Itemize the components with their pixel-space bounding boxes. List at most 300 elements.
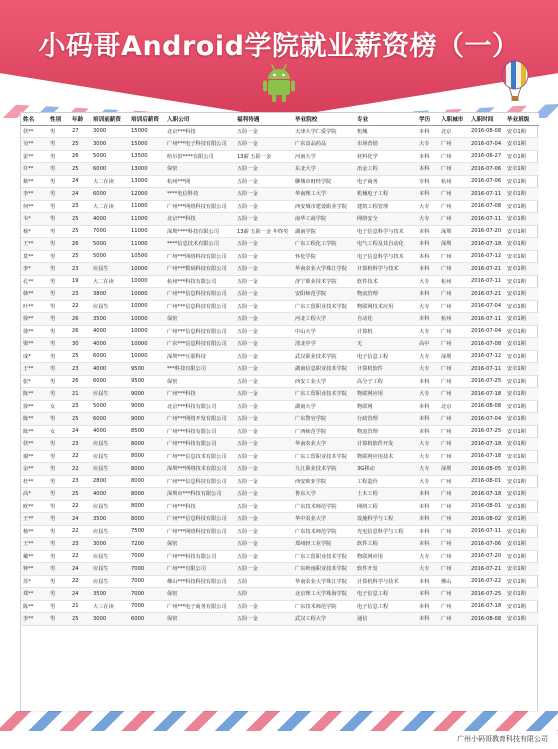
cell-benefits: 五险一金 — [235, 550, 293, 563]
cell-pre-salary: 大三在读 — [91, 600, 129, 613]
cell-benefits: 五险一金 — [235, 388, 293, 401]
cell-post-salary: 8000 — [129, 500, 165, 513]
cell-age: 23 — [70, 438, 91, 451]
cell-benefits: 五险一金 — [235, 188, 293, 201]
cell-start-date: 2016-08-02 — [469, 513, 505, 526]
cell-gender: 男 — [48, 125, 70, 138]
cell-major: 机械电子工程 — [355, 188, 417, 201]
cell-start-date: 2016-07-11 — [469, 363, 505, 376]
cell-school: 广东工程化工学院 — [293, 238, 355, 251]
cell-education: 本科 — [417, 488, 439, 501]
cell-school: 广西师范学院 — [293, 425, 355, 438]
cell-benefits: 五险一金 — [235, 413, 293, 426]
cell-education: 高中 — [417, 338, 439, 351]
cell-major: 计算机 — [355, 325, 417, 338]
cell-company: 广州***网络开发有限公司 — [165, 413, 235, 426]
cell-class: 安卓1期 — [505, 363, 539, 376]
cell-company: 北京***科技 — [165, 125, 235, 138]
cell-gender: 男 — [48, 538, 70, 551]
cell-name: 谢** — [21, 450, 48, 463]
cell-class: 安卓1期 — [505, 563, 539, 576]
cell-class: 安卓1期 — [505, 413, 539, 426]
cell-class: 安卓1期 — [505, 138, 539, 151]
cell-benefits: 五险一金 — [235, 600, 293, 613]
cell-pre-salary: 大二在读 — [91, 175, 129, 188]
cell-start-date: 2016-08-01 — [469, 500, 505, 513]
cell-class: 安卓1期 — [505, 150, 539, 163]
table-row — [21, 525, 539, 538]
cell-gender: 男 — [48, 200, 70, 213]
cell-city: 广州 — [439, 288, 469, 301]
cell-major: 工程造价 — [355, 475, 417, 488]
cell-company: 杭州***科技有限公司 — [165, 275, 235, 288]
table-row — [21, 288, 539, 301]
cell-city: 广州 — [439, 338, 469, 351]
cell-school: 西安城市建设职业学院 — [293, 200, 355, 213]
cell-education: 大专 — [417, 138, 439, 151]
cell-major: 软件开发 — [355, 563, 417, 576]
cell-gender: 男 — [48, 488, 70, 501]
cell-major: 材料化学 — [355, 150, 417, 163]
cell-education: 大专 — [417, 363, 439, 376]
cell-post-salary: 13000 — [129, 163, 165, 176]
cell-start-date: 2016-08-08 — [469, 400, 505, 413]
cell-major: 物联网 — [355, 400, 417, 413]
cell-class: 安卓1期 — [505, 163, 539, 176]
cell-class: 安卓1期 — [505, 213, 539, 226]
cell-pre-salary: 应届生 — [91, 438, 129, 451]
cell-name: 杨* — [21, 225, 48, 238]
cell-major: 电气工程及其自动化 — [355, 238, 417, 251]
cell-age: 19 — [70, 275, 91, 288]
cell-major: 机械 — [355, 125, 417, 138]
cell-school: 华南农业大学珠江学院 — [293, 575, 355, 588]
cell-age: 23 — [70, 200, 91, 213]
cell-company: 深圳市***科技有限公司 — [165, 488, 235, 501]
cell-major: 电子信息科学与技术 — [355, 250, 417, 263]
cell-post-salary: 6000 — [129, 613, 165, 626]
cell-pre-salary: 3000 — [91, 538, 129, 551]
column-header-benefits: 福利待遇 — [235, 113, 293, 125]
cell-class: 安卓1期 — [505, 350, 539, 363]
cell-age: 23 — [70, 363, 91, 376]
cell-major: 软件工程 — [355, 538, 417, 551]
cell-pre-salary: 5000 — [91, 150, 129, 163]
cell-gender: 男 — [48, 288, 70, 301]
cell-post-salary: 7200 — [129, 538, 165, 551]
cell-name: 杜** — [21, 475, 48, 488]
cell-education: 大专 — [417, 350, 439, 363]
cell-age: 25 — [70, 413, 91, 426]
cell-age: 22 — [70, 550, 91, 563]
cell-post-salary: 10000 — [129, 313, 165, 326]
cell-age: 26 — [70, 325, 91, 338]
cell-education: 本科 — [417, 538, 439, 551]
cell-post-salary: 11000 — [129, 213, 165, 226]
cell-pre-salary: 4000 — [91, 325, 129, 338]
cell-school: 广东技术师范学院 — [293, 525, 355, 538]
cell-school: 清北中学 — [293, 338, 355, 351]
cell-education: 本科 — [417, 288, 439, 301]
cell-post-salary: 10000 — [129, 275, 165, 288]
cell-company: 广东***信息科技有限公司 — [165, 338, 235, 351]
cell-class: 安卓1期 — [505, 250, 539, 263]
cell-city: 广州 — [439, 513, 469, 526]
cell-education: 本科 — [417, 513, 439, 526]
cell-pre-salary: 应届生 — [91, 575, 129, 588]
cell-school: 广东工贸职业技术学院 — [293, 300, 355, 313]
cell-company: 广州***数码科技有限公司 — [165, 263, 235, 276]
cell-education: 本科 — [417, 313, 439, 326]
cell-class: 安卓1期 — [505, 325, 539, 338]
cell-benefits: 五险 — [235, 575, 293, 588]
cell-age: 25 — [70, 488, 91, 501]
cell-city: 广州 — [439, 363, 469, 376]
column-header-class: 毕业班级 — [505, 113, 539, 125]
cell-benefits: 五险一金 — [235, 513, 293, 526]
cell-class: 安卓1期 — [505, 425, 539, 438]
cell-company: 保密 — [165, 588, 235, 601]
cell-pre-salary: 5000 — [91, 250, 129, 263]
table-row — [21, 213, 539, 226]
cell-age: 24 — [70, 513, 91, 526]
cell-pre-salary: 应届生 — [91, 563, 129, 576]
cell-start-date: 2016-07-12 — [469, 250, 505, 263]
table-row — [21, 175, 539, 188]
cell-post-salary: 9000 — [129, 388, 165, 401]
column-header-start-date: 入职时间 — [469, 113, 505, 125]
cell-class: 安卓1期 — [505, 188, 539, 201]
cell-post-salary: 10000 — [129, 338, 165, 351]
cell-gender: 男 — [48, 563, 70, 576]
table-row — [21, 263, 539, 276]
cell-post-salary: 15000 — [129, 125, 165, 138]
cell-post-salary: 8500 — [129, 425, 165, 438]
cell-age: 23 — [70, 288, 91, 301]
cell-start-date: 2016-07-18 — [469, 600, 505, 613]
cell-age: 25 — [70, 163, 91, 176]
cell-class: 安卓1期 — [505, 125, 539, 138]
cell-school: 华南农业大学珠江学院 — [293, 263, 355, 276]
cell-company: 北京***科技有限公司 — [165, 400, 235, 413]
cell-major: 计算机软件 — [355, 363, 417, 376]
cell-education: 大专 — [417, 438, 439, 451]
cell-pre-salary: 应届生 — [91, 550, 129, 563]
cell-school: 鲁东大学 — [293, 488, 355, 501]
cell-school: 南华工商学院 — [293, 213, 355, 226]
cell-company: 广州***信息科技有限公司 — [165, 300, 235, 313]
cell-company: 深圳***互联科技 — [165, 350, 235, 363]
table-row — [21, 138, 539, 151]
cell-name: 侯** — [21, 438, 48, 451]
cell-major: 物联网技术应用 — [355, 300, 417, 313]
table-row — [21, 338, 539, 351]
cell-school: 广东技术师范学院 — [293, 500, 355, 513]
cell-start-date: 2016-08-01 — [469, 475, 505, 488]
cell-education: 本科 — [417, 150, 439, 163]
cell-start-date: 2016-07-11 — [469, 188, 505, 201]
column-header-education: 学历 — [417, 113, 439, 125]
table-row — [21, 300, 539, 313]
cell-pre-salary: 3000 — [91, 125, 129, 138]
cell-major: 电子商务 — [355, 175, 417, 188]
cell-major: 物流管理 — [355, 425, 417, 438]
cell-class: 安卓1期 — [505, 575, 539, 588]
cell-name: 蔡** — [21, 175, 48, 188]
cell-age: 25 — [70, 250, 91, 263]
cell-company: 深圳***网络技术有限公司 — [165, 463, 235, 476]
cell-education: 本科 — [417, 500, 439, 513]
cell-class: 安卓1期 — [505, 375, 539, 388]
cell-benefits: 五险一金 — [235, 263, 293, 276]
cell-school: 湖南信息职业技术学院 — [293, 363, 355, 376]
cell-pre-salary: 3500 — [91, 588, 129, 601]
cell-age: 26 — [70, 238, 91, 251]
cell-post-salary: 11000 — [129, 225, 165, 238]
cell-age: 24 — [70, 175, 91, 188]
cell-start-date: 2016-07-25 — [469, 375, 505, 388]
cell-pre-salary: 6000 — [91, 163, 129, 176]
cell-school: 广东技术师范学院 — [293, 600, 355, 613]
cell-education: 大专 — [417, 563, 439, 576]
cell-name: 王** — [21, 238, 48, 251]
cell-class: 安卓1期 — [505, 450, 539, 463]
cell-post-salary: 8000 — [129, 488, 165, 501]
hot-air-balloon-icon — [499, 60, 531, 106]
cell-benefits: 五险一金 — [235, 525, 293, 538]
cell-start-date: 2016-07-06 — [469, 538, 505, 551]
cell-age: 26 — [70, 375, 91, 388]
cell-pre-salary: 3800 — [91, 288, 129, 301]
cell-city: 广州 — [439, 500, 469, 513]
cell-school: 广东警官学院 — [293, 413, 355, 426]
cell-company: 广州***信息科技有限公司 — [165, 325, 235, 338]
cell-age: 23 — [70, 400, 91, 413]
cell-gender: 男 — [48, 413, 70, 426]
cell-city: 广州 — [439, 438, 469, 451]
cell-class: 安卓1期 — [505, 400, 539, 413]
cell-pre-salary: 4000 — [91, 213, 129, 226]
table-row — [21, 588, 539, 601]
table-row — [21, 250, 539, 263]
cell-class: 安卓1期 — [505, 475, 539, 488]
cell-name: 李** — [21, 188, 48, 201]
cell-gender: 男 — [48, 338, 70, 351]
cell-city: 广州 — [439, 600, 469, 613]
cell-major: 冶金工程 — [355, 163, 417, 176]
cell-school: 湖南大学 — [293, 400, 355, 413]
cell-city: 广州 — [439, 300, 469, 313]
cell-pre-salary: 6000 — [91, 375, 129, 388]
cell-education: 大专 — [417, 300, 439, 313]
cell-major: 光电信息科学与工程 — [355, 525, 417, 538]
cell-school: 中山大学 — [293, 325, 355, 338]
cell-start-date: 2016-07-18 — [469, 438, 505, 451]
cell-post-salary: 13000 — [129, 175, 165, 188]
cell-education: 本科 — [417, 375, 439, 388]
cell-class: 安卓1期 — [505, 538, 539, 551]
cell-name: 苏* — [21, 575, 48, 588]
cell-company: 广州***科技 — [165, 388, 235, 401]
cell-pre-salary: 6000 — [91, 188, 129, 201]
salary-table — [21, 113, 539, 626]
cell-start-date: 2016-08-08 — [469, 125, 505, 138]
cell-city: 广州 — [439, 263, 469, 276]
cell-city: 深圳 — [439, 350, 469, 363]
cell-city: 广州 — [439, 538, 469, 551]
cell-gender: 男 — [48, 138, 70, 151]
table-row — [21, 550, 539, 563]
cell-class: 安卓1期 — [505, 300, 539, 313]
column-header-age: 年龄 — [70, 113, 91, 125]
cell-age: 22 — [70, 463, 91, 476]
cell-age: 26 — [70, 313, 91, 326]
page-title: 小码哥Android学院就业薪资榜（一） — [38, 31, 520, 62]
cell-name: 王** — [21, 513, 48, 526]
cell-city: 广州 — [439, 425, 469, 438]
cell-name: 余** — [21, 463, 48, 476]
cell-school: 广东工贸职业技术学院 — [293, 450, 355, 463]
cell-company: 广州***网络科技有限公司 — [165, 525, 235, 538]
cell-gender: 男 — [48, 275, 70, 288]
cell-education: 大专 — [417, 450, 439, 463]
cell-start-date: 2016-07-18 — [469, 388, 505, 401]
cell-start-date: 2016-07-06 — [469, 175, 505, 188]
cell-education: 本科 — [417, 413, 439, 426]
cell-benefits: 五险一金 — [235, 500, 293, 513]
cell-gender: 男 — [48, 388, 70, 401]
cell-major: 计算机科学与技术 — [355, 575, 417, 588]
android-robot-icon — [262, 62, 296, 104]
cell-post-salary: 15000 — [129, 138, 165, 151]
cell-company: 广州***信息科技有限公司 — [165, 475, 235, 488]
cell-gender: 男 — [48, 225, 70, 238]
cell-name: 王** — [21, 538, 48, 551]
cell-education: 大专 — [417, 213, 439, 226]
cell-name: 李** — [21, 613, 48, 626]
cell-gender: 男 — [48, 363, 70, 376]
cell-major: 高分子工程 — [355, 375, 417, 388]
cell-class: 安卓1期 — [505, 513, 539, 526]
cell-gender: 男 — [48, 550, 70, 563]
cell-education: 本科 — [417, 125, 439, 138]
cell-company: 保密 — [165, 613, 235, 626]
cell-school: 广东工贸职业技术学院 — [293, 388, 355, 401]
cell-benefits: 五险一金 — [235, 250, 293, 263]
cell-start-date: 2016-07-21 — [469, 263, 505, 276]
table-row — [21, 313, 539, 326]
cell-post-salary: 10000 — [129, 325, 165, 338]
cell-age: 22 — [70, 300, 91, 313]
cell-start-date: 2016-07-18 — [469, 238, 505, 251]
cell-age: 25 — [70, 350, 91, 363]
cell-start-date: 2016-07-21 — [469, 288, 505, 301]
cell-post-salary: 9000 — [129, 413, 165, 426]
cell-post-salary: 7000 — [129, 575, 165, 588]
cell-city: 深圳 — [439, 238, 469, 251]
cell-pre-salary: 大二在读 — [91, 200, 129, 213]
cell-name: 叶** — [21, 300, 48, 313]
cell-company: 深圳****科技有限公司 — [165, 225, 235, 238]
cell-city: 佛山 — [439, 575, 469, 588]
cell-major: 物联网应用 — [355, 388, 417, 401]
cell-benefits: 五险一金 — [235, 425, 293, 438]
table-header-row — [21, 113, 539, 125]
cell-major: 网络安全 — [355, 213, 417, 226]
cell-name: 陈** — [21, 425, 48, 438]
cell-post-salary: 9500 — [129, 363, 165, 376]
cell-school: 西安工业大学 — [293, 375, 355, 388]
cell-age: 21 — [70, 600, 91, 613]
column-header-company: 入职公司 — [165, 113, 235, 125]
column-header-gender: 性别 — [48, 113, 70, 125]
cell-gender: 女 — [48, 425, 70, 438]
cell-age: 21 — [70, 388, 91, 401]
cell-start-date: 2016-07-18 — [469, 450, 505, 463]
table-row — [21, 575, 539, 588]
cell-name: 郑** — [21, 588, 48, 601]
cell-post-salary: 10000 — [129, 288, 165, 301]
cell-post-salary: 8000 — [129, 438, 165, 451]
cell-school: 西安欧亚学院 — [293, 475, 355, 488]
cell-benefits: 五险一金 — [235, 238, 293, 251]
cell-major: 电子信息工程 — [355, 350, 417, 363]
cell-post-salary: 9000 — [129, 400, 165, 413]
cell-benefits: 五险一金 — [235, 175, 293, 188]
cell-school: 河北工程大学 — [293, 313, 355, 326]
cell-pre-salary: 3000 — [91, 138, 129, 151]
cell-gender: 女 — [48, 400, 70, 413]
cell-start-date: 2016-07-22 — [469, 575, 505, 588]
cell-start-date: 2016-07-11 — [469, 275, 505, 288]
cell-class: 安卓1期 — [505, 388, 539, 401]
cell-company: 保密 — [165, 538, 235, 551]
table-row — [21, 275, 539, 288]
cell-class: 安卓1期 — [505, 463, 539, 476]
table-row — [21, 200, 539, 213]
cell-pre-salary: 应届生 — [91, 388, 129, 401]
table-row — [21, 488, 539, 501]
cell-gender: 男 — [48, 263, 70, 276]
cell-post-salary: 7000 — [129, 550, 165, 563]
cell-major: 物联网应用技术 — [355, 450, 417, 463]
cell-benefits: 五险一金 — [235, 363, 293, 376]
cell-school: 华中农业大学 — [293, 513, 355, 526]
cell-post-salary: 9500 — [129, 375, 165, 388]
table-row — [21, 500, 539, 513]
table-row — [21, 400, 539, 413]
cell-city: 广州 — [439, 563, 469, 576]
cell-gender: 男 — [48, 350, 70, 363]
table-row — [21, 375, 539, 388]
cell-start-date: 2016-06-27 — [469, 150, 505, 163]
cell-name: 何** — [21, 200, 48, 213]
column-header-pre-salary: 培训前薪资 — [91, 113, 129, 125]
cell-gender: 男 — [48, 450, 70, 463]
cell-major: 物联网应用 — [355, 550, 417, 563]
cell-company: 广州***科技有限公司 — [165, 550, 235, 563]
cell-start-date: 2016-07-21 — [469, 563, 505, 576]
cell-major: 通信 — [355, 613, 417, 626]
cell-name: 戴** — [21, 550, 48, 563]
cell-pre-salary: 5000 — [91, 238, 129, 251]
cell-benefits: 五险一金 — [235, 463, 293, 476]
cell-start-date: 2016-07-20 — [469, 225, 505, 238]
cell-company: 广州***信息科技有限公司 — [165, 288, 235, 301]
table-row — [21, 238, 539, 251]
cell-class: 安卓1期 — [505, 500, 539, 513]
cell-age: 22 — [70, 450, 91, 463]
